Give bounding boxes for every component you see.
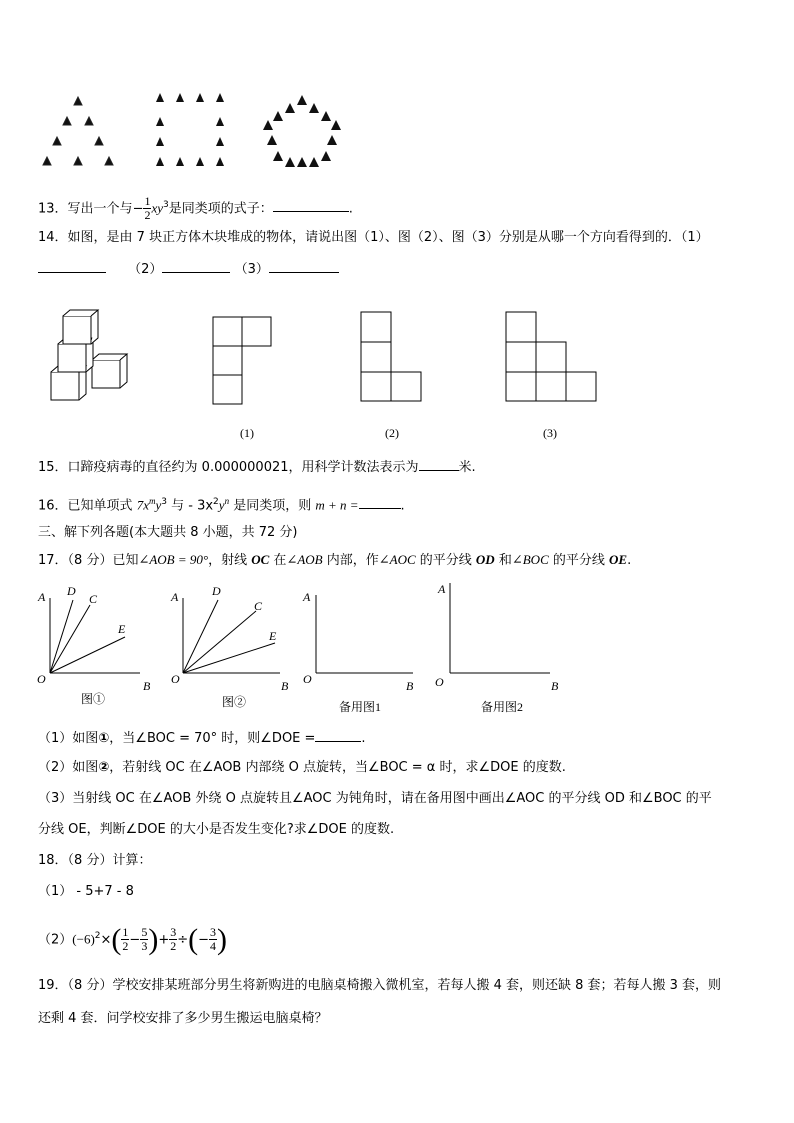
q16-end: .	[400, 498, 405, 514]
fig2-label-C: C	[254, 599, 263, 613]
fig1-label-D: D	[67, 584, 76, 598]
view-label-3: (3)	[543, 426, 557, 440]
question-19-line2: 还剩 4 套．问学校安排了多少男生搬运电脑桌椅？	[38, 1011, 328, 1026]
spare1-label-O: O	[303, 672, 312, 686]
fig1-label-A: A	[38, 590, 46, 604]
spare2-label-O: O	[435, 675, 444, 689]
angle-figure-2	[168, 583, 298, 693]
question-15	[38, 457, 476, 477]
tree-patterns-figure	[40, 85, 360, 175]
section-3-heading: 三、解下列各题(本大题共 8 小题，共 72 分)	[38, 525, 298, 540]
question-14-line1: 14．如图，是由 7 块正方体木块堆成的物体，请说出图（1）、图（2）、图（3）分别是从哪一个方向看得到的．（1）	[38, 230, 709, 245]
view-figure-1	[212, 316, 274, 408]
q14-label-3: （3）	[234, 262, 269, 277]
q16-mono1-y: y	[155, 497, 162, 513]
q15-answer-blank[interactable]	[419, 457, 459, 471]
q16-text1: 16．已知单项式	[38, 498, 137, 514]
question-16	[38, 492, 405, 515]
question-18-title: 18．（8 分）计算：	[38, 853, 152, 868]
cube-stack-figure	[48, 302, 133, 402]
q16-mono2: 与 - 3x	[166, 498, 214, 514]
q18-part-2: $(2)(-6)^2\times$( $\frac{1}{2}$ − $\frac{5}{3}$ )+ $\frac{3}{2}$ ÷(− $\frac{3}{4}$ )	[38, 922, 228, 956]
view-label-2: (2)	[385, 426, 399, 440]
q13-end: .	[348, 201, 353, 217]
angle-figure-1	[35, 583, 155, 693]
q13-fraction: $\frac{1}{2}$	[144, 194, 151, 223]
q16-text2: 是同类项，则	[229, 498, 316, 514]
view-figure-2	[360, 311, 424, 403]
fig-caption-4: 备用图2	[481, 700, 524, 714]
q17-part-1: （1）如图①，当∠BOC = 70° 时，则∠DOE = .	[38, 728, 366, 748]
question-14-line2	[38, 259, 339, 279]
q16-sup-3: 3	[161, 497, 167, 507]
q13-text2: 是同类项的式子：	[168, 201, 273, 217]
q16-sup-n: n	[224, 496, 230, 506]
fig1-label-E: E	[118, 622, 126, 636]
question-13	[38, 188, 353, 222]
q13-number: 13．	[38, 201, 68, 217]
q17-part-3-line2: 分线 OE，判断∠DOE 的大小是否发生变化?求∠DOE 的度数.	[38, 822, 395, 837]
q13-text1: 写出一个与	[67, 201, 133, 217]
fig2-label-B: B	[281, 679, 289, 693]
spare2-label-A: A	[438, 582, 446, 596]
spare-figure-2	[430, 578, 565, 693]
q17-p1-answer-blank[interactable]	[315, 728, 361, 742]
spare1-label-A: A	[303, 590, 311, 604]
q16-sup-m: m	[148, 496, 156, 506]
q16-m-plus-n: m + n =	[315, 497, 359, 513]
q16-mono2-y: y	[218, 497, 225, 513]
fig1-label-B: B	[143, 679, 151, 693]
view-figure-3	[505, 311, 599, 403]
fig1-label-C: C	[89, 592, 98, 606]
q13-term: xy	[151, 200, 164, 216]
q15-text: 15．口蹄疫病毒的直径约为 0.000000021，用科学计数法表示为	[38, 460, 419, 475]
fig2-label-O: O	[171, 672, 180, 686]
q14-label-2: （2）	[128, 262, 163, 277]
q14-blank-1[interactable]	[38, 259, 106, 273]
q14-blank-2[interactable]	[162, 259, 230, 273]
q17-part-2: （2）如图②，若射线 OC 在∠AOB 内部绕 O 点旋转，当∠BOC = α 时，求∠DOE 的度数.	[38, 760, 566, 775]
question-17-stem: 17．（8 分）已知∠AOB = 90°，射线 OC 在∠AOB 内部，作∠AOC 的平分线 OD 和∠BOC 的平分线 OE.	[38, 552, 632, 568]
q16-sup-2: 2	[213, 497, 219, 507]
spare-figure-1	[300, 583, 425, 693]
q16-mono1-x: 7x	[136, 497, 149, 513]
spare2-label-B: B	[551, 679, 559, 693]
q16-answer-blank[interactable]	[359, 495, 401, 509]
square-trees	[156, 93, 224, 166]
fig-caption-1: 图①	[81, 692, 106, 706]
spare1-label-B: B	[406, 679, 414, 693]
q13-exponent: 3	[163, 200, 169, 210]
q15-unit: 米.	[458, 460, 476, 475]
fig-caption-3: 备用图1	[339, 700, 382, 714]
fig2-label-A: A	[171, 590, 179, 604]
q13-minus: −	[132, 201, 144, 217]
fig-caption-2: 图②	[222, 695, 247, 709]
view-label-1: (1)	[240, 426, 254, 440]
q17-part-3-line1: （3）当射线 OC 在∠AOB 外绕 O 点旋转且∠AOC 为钝角时，请在备用图中画出∠AOC 的平分线 OD 和∠BOC 的平	[38, 791, 712, 806]
pentagon-trees	[263, 95, 341, 167]
fig2-label-D: D	[212, 584, 221, 598]
q13-answer-blank[interactable]	[273, 198, 349, 212]
fig1-label-O: O	[37, 672, 46, 686]
triangle-trees	[43, 97, 113, 165]
q18-part-1: （1） - 5+7 - 8	[38, 884, 134, 899]
question-19-line1: 19．（8 分）学校安排某班部分男生将新购进的电脑桌椅搬入微机室，若每人搬 4 套，则还缺 8 套；若每人搬 3 套，则	[38, 978, 722, 993]
q14-blank-3[interactable]	[269, 259, 339, 273]
fig2-label-E: E	[269, 629, 277, 643]
